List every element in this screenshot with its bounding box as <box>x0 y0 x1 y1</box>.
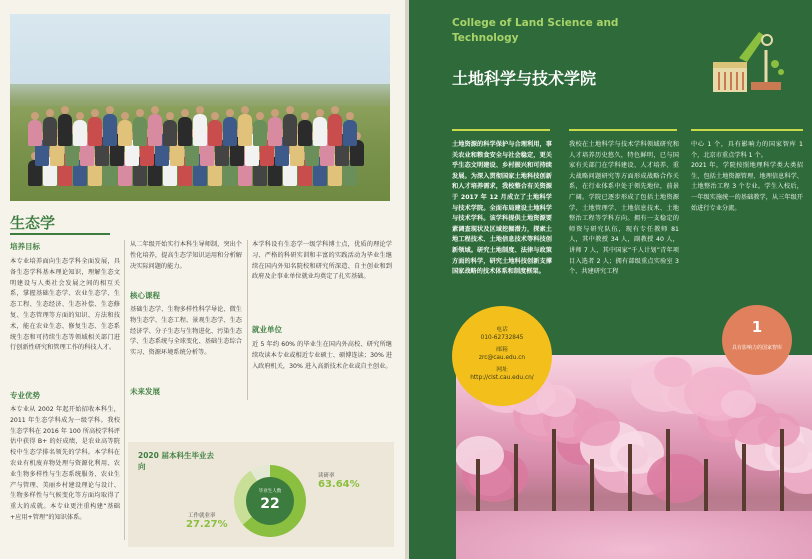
person-figure <box>103 114 117 146</box>
right-page <box>409 0 812 559</box>
heading-future: 未来发展 <box>130 387 160 396</box>
center-value: 22 <box>260 496 280 512</box>
enrollment-text: 中心 1 个，具有影响力的国家智库 1 个，北京市重点学科 1 个。 2021 年，学院按照地理科学类大类招生，包括土地资源管理、地理信息科学、土地整治工程 3 个专业。学生入校后，一年级实施统一的基础教学，从三年级开始进行专业分流。 <box>691 141 803 212</box>
column-divider <box>247 240 248 400</box>
section-title: 生态学 <box>10 214 56 232</box>
left-page <box>0 0 405 559</box>
person-figure <box>223 117 237 146</box>
college-chinese-title: 土地科学与技术学院 <box>452 69 597 88</box>
blossom <box>536 385 576 417</box>
study-text: 本学科设有生态学一级学科博士点，优质的理论学习、严格的科研实训和丰富的实践活动为毕业生继续在国内外知名院校和研究所深造、自主创业和到政府及企事业单位就业均奠定了扎实基础。 <box>252 241 392 281</box>
blossom <box>721 390 756 418</box>
employment-chart-box <box>128 442 394 547</box>
tree-trunk <box>552 429 556 519</box>
tree-trunk <box>742 444 746 519</box>
badge-text: 具有影响力的国家智库 <box>731 345 782 351</box>
microscope-illustration-icon <box>709 26 789 96</box>
heading-core: 核心课程 <box>130 291 160 300</box>
person-figure <box>43 117 57 146</box>
person-figure <box>208 120 222 146</box>
badge-number: 1 <box>751 318 763 336</box>
further-study-label: 读研率 <box>318 473 335 479</box>
person-figure <box>178 117 192 146</box>
person-figure <box>238 114 252 146</box>
phone-label: 电话 <box>496 327 508 333</box>
column-rule <box>691 129 803 131</box>
center-label: 毕业生人数 <box>258 489 282 494</box>
email-value[interactable]: zrc@cau.edu.cn <box>478 355 526 361</box>
person-figure <box>313 117 327 146</box>
person-figure <box>58 114 72 146</box>
further-study-value: 63.64% <box>318 479 360 490</box>
tree-trunk <box>628 444 632 519</box>
tree-trunk <box>780 429 784 519</box>
group-photo <box>10 14 390 201</box>
section-underline <box>10 233 110 235</box>
think-tank-badge <box>722 305 792 375</box>
petal-ground <box>456 511 812 559</box>
person-figure <box>283 114 297 146</box>
tree-trunk <box>476 459 480 519</box>
person-figure <box>88 117 102 146</box>
contact-circle <box>452 306 552 406</box>
person-figure <box>163 120 177 146</box>
tree-trunk <box>590 459 594 519</box>
person-figure <box>343 120 357 146</box>
core-text: 基础生态学、生物多样性科学导论、微生物生态学、生态工程、景观生态学、生态经济学、分子生态与生物进化、污染生态学、生态系统与全球变化、基础生态综合实习、资源环境系统分析等。 <box>130 306 242 357</box>
column-rule <box>452 129 550 131</box>
tree-trunk <box>514 444 518 519</box>
person-figure <box>148 114 162 146</box>
chart-title: 2020 届本科生毕业去向 <box>138 451 214 471</box>
person-figure <box>193 114 207 146</box>
photo-people <box>28 106 368 186</box>
blossom <box>758 413 800 447</box>
employ-text: 近 5 年约 60% 的毕业生在国内外高校、研究所继续攻读本专业或相近专业硕士、硕博连读；30% 进入政府机关，30% 进入高新技术企业或自主创业。 <box>252 341 392 370</box>
advantage-text: 本专业从 2002 年起开始招收本科生，2011 年生态学科成为一级学科。我校生态学科在 2016 年 100 所高校学科评估中获得 B+ 的好成绩，是农业高等院校中生态学排名领先的学科。本学科在农业有机废弃物处理与资源化利用、农业生物多样性与生态系统服务、农业生产与管理、美丽乡村建设理论与设计、生物多样性与气候变化等方面均取得了重大的成就。本专业更注重构建“基础+应用+管理”的知识体系。 <box>10 406 120 521</box>
person-figure <box>268 117 282 146</box>
person-figure <box>298 120 312 146</box>
work-label: 工作就业率 <box>188 513 216 519</box>
heading-goal: 培养目标 <box>10 242 40 251</box>
email-label: 邮箱 <box>496 347 508 353</box>
person-figure <box>118 120 132 146</box>
heading-employ: 就业单位 <box>252 325 282 334</box>
history-text: 我校在土地科学与技术学科领域研究和人才培养历史悠久，特色鲜明，已与国家有关部门在学科建设、人才培养、重大战略问题研究等方面形成战略合作关系，在行业体系中处于领先地位，前景广阔。学院已逐步形成了包括土地资源学、土地管理学、土地信息技术、土地整治工程等学科方向。拥有一支稳定的师资与研究队伍，现有专任教师 81 人，其中教授 34 人，副教授 40 人，讲师 7 人，其中国家“千人计划”青年项目入选者 2 人；拥有部级重点实验室 3 个、共建研究工程 <box>569 141 679 276</box>
blossom <box>573 408 620 446</box>
phone-value: 010-62732845 <box>480 335 524 341</box>
intro-text: 土地资源的科学保护与合理利用，事关农业和粮食安全与社会稳定，更关乎生态文明建设、乡村振兴和可持续发展。为深入贯彻国家土地科技创新和人才培养需求，我校整合有关资源于 2017 年 12 月成立了土地科学与技术学院。全面布局建设土地科学与技术学科。该学科提供土地资源要素调查现状及区域挖掘潜力，探索土地工程技术、土地信息技术等科技创新领域。研究土地制度、法律与政策方面的科学，研究土地科技创新支撑国家战略的技术体系和制度框架。 <box>452 141 552 276</box>
photo-horizon <box>10 84 390 106</box>
column-rule <box>569 129 677 131</box>
blossom <box>647 454 708 503</box>
person-figure <box>253 120 267 146</box>
web-label: 网址 <box>496 367 508 373</box>
blossom <box>456 436 504 475</box>
tree-trunk <box>666 429 670 519</box>
person-figure <box>28 120 42 146</box>
mentor-text: 从二年级开始实行本科生导师制，突出个性化培养，提高生态学知识运用和分析解决实际问题的能力。 <box>130 241 242 270</box>
donut-chart <box>227 458 313 544</box>
person-figure <box>73 120 87 146</box>
person-figure <box>133 117 147 146</box>
web-value[interactable]: http://clst.cau.edu.cn/ <box>470 375 534 381</box>
tree-trunk <box>704 459 708 519</box>
person-figure <box>328 114 342 146</box>
heading-advantage: 专业优势 <box>10 391 40 400</box>
work-value: 27.27% <box>186 519 228 530</box>
column-divider <box>124 240 125 540</box>
college-english-title: College of Land Science and Technology <box>452 17 619 44</box>
goal-text: 本专业培养面向生态学科全面发展，具备生态学科基本理论知识，理解生态文明建设与人类社会发展之间的相互关系，掌握基础生态学、农业生态学、生态工程、生态经济、生态补偿、生态修复、生态管理等方面的知识、方法和技术，能在农业生态、修复生态、生态系统生态和可持续生态等领域相关部门进行创新性研究和管理工作的科技人才。 <box>10 258 120 352</box>
